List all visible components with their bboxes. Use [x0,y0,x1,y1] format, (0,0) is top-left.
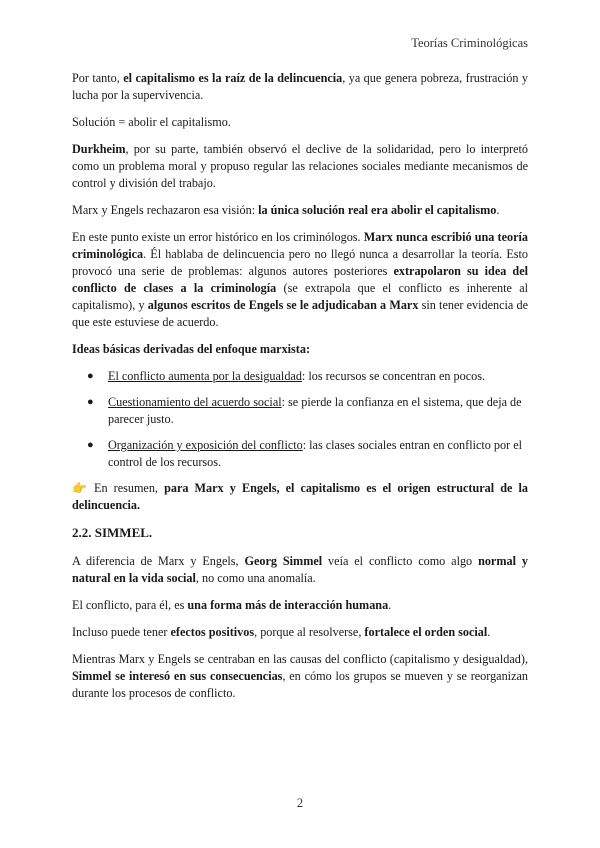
text-span: A diferencia de Marx y Engels, [72,554,245,568]
paragraph-error-historico [72,229,528,331]
text-span: Por tanto, [72,71,124,85]
text-span: . Él hablaba de delincuencia pero no llegó nunca a desarrollar la teoría. Esto provocó una serie de problemas: algunos autores posteriores [72,247,528,278]
list-item [72,437,528,471]
paragraph-resumen [72,480,528,514]
bold-span: Georg Simmel [244,554,323,568]
paragraph-durkheim [72,141,528,192]
text-span: . [388,598,392,612]
bold-span: extrapolaron su idea del conflicto de clases a la criminología [72,264,528,295]
paragraph-solucion: Solución = abolir el capitalismo. [72,115,231,129]
text-span: Mientras Marx y Engels se centraban en las causas del conflicto (capitalismo y desigualdad), [72,652,528,666]
paragraph-marx-engels [72,202,528,219]
text-span: Marx y Engels rechazaron esa visión: [72,203,259,217]
bold-span: Ideas básicas derivadas del enfoque marxista: [72,342,311,356]
text-span: : los recursos se concentran en pocos. [301,369,486,383]
bold-span: Durkheim [72,142,126,156]
bold-span: el capitalismo es la raíz de la delincuencia [123,71,343,85]
pointing-hand-icon: 👉 [72,481,90,495]
bold-span: una forma más de interacción humana [187,598,389,612]
text-span: : se pierde la confianza en el sistema, que deja de parecer justo. [108,395,522,426]
underlined-term: Cuestionamiento del acuerdo social [108,395,282,409]
ideas-heading [72,341,528,358]
bold-span: normal y natural en la vida social [72,554,528,585]
paragraph-capitalismo [72,70,528,104]
text-span: sin tener evidencia de que este estuviese de acuerdo. [72,298,528,329]
underlined-term: Organización y exposición del conflicto [108,438,303,452]
text-span: , ya que genera pobreza, frustración y lucha por la supervivencia. [72,71,528,102]
bold-span: algunos escritos de Engels se le adjudicaban a Marx [147,298,419,312]
text-span: , por su parte, también observó el declive de la solidaridad, pero lo interpretó como un problema moral y propuso regular las relaciones sociales mediante mecanismos de control y división del trabajo. [72,142,528,190]
bold-span: Marx nunca escribió una teoría criminológica [72,230,528,261]
list-item [72,394,528,428]
document-body [72,70,528,712]
bullet-icon: ● [87,396,94,408]
bullet-icon: ● [87,439,94,451]
bullet-icon: ● [87,370,94,382]
section-heading-simmel: 2.2. SIMMEL. [72,525,153,540]
bold-span: para Marx y Engels, el capitalismo es el origen estructural de la delincuencia. [72,481,528,512]
paragraph-simmel [72,553,528,587]
paragraph-consecuencias [72,651,528,702]
text-span: , no como una anomalía. [195,571,316,585]
page-header: Teorías Criminológicas [411,36,528,50]
text-span: El conflicto, para él, es [72,598,188,612]
bold-span: fortalece el orden social [364,625,488,639]
text-span: (se extrapola que el conflicto es inherente al capitalismo), y [72,281,528,312]
bold-span: Simmel se interesó en sus consecuencias [72,669,283,683]
text-span: veía el conflicto como algo [322,554,479,568]
text-span: . [496,203,500,217]
text-span: : las clases sociales entran en conflicto por el control de los recursos. [108,438,523,469]
text-span: , en cómo los grupos se mueven y se reorganizan durante los procesos de conflicto. [72,669,528,700]
bold-span: la única solución real era abolir el capitalismo [258,203,497,217]
text-span: . [487,625,491,639]
page-number: 2 [296,796,304,810]
paragraph-interaccion [72,597,528,614]
ideas-list [72,368,528,471]
list-item [72,368,528,385]
bold-span: efectos positivos [170,625,255,639]
text-span: , porque al resolverse, [254,625,365,639]
text-span: Incluso puede tener [72,625,171,639]
text-span: En este punto existe un error histórico en los criminólogos. [72,230,364,244]
paragraph-efectos [72,624,528,641]
underlined-term: El conflicto aumenta por la desigualdad [108,369,302,383]
text-span: En resumen, [94,481,165,495]
